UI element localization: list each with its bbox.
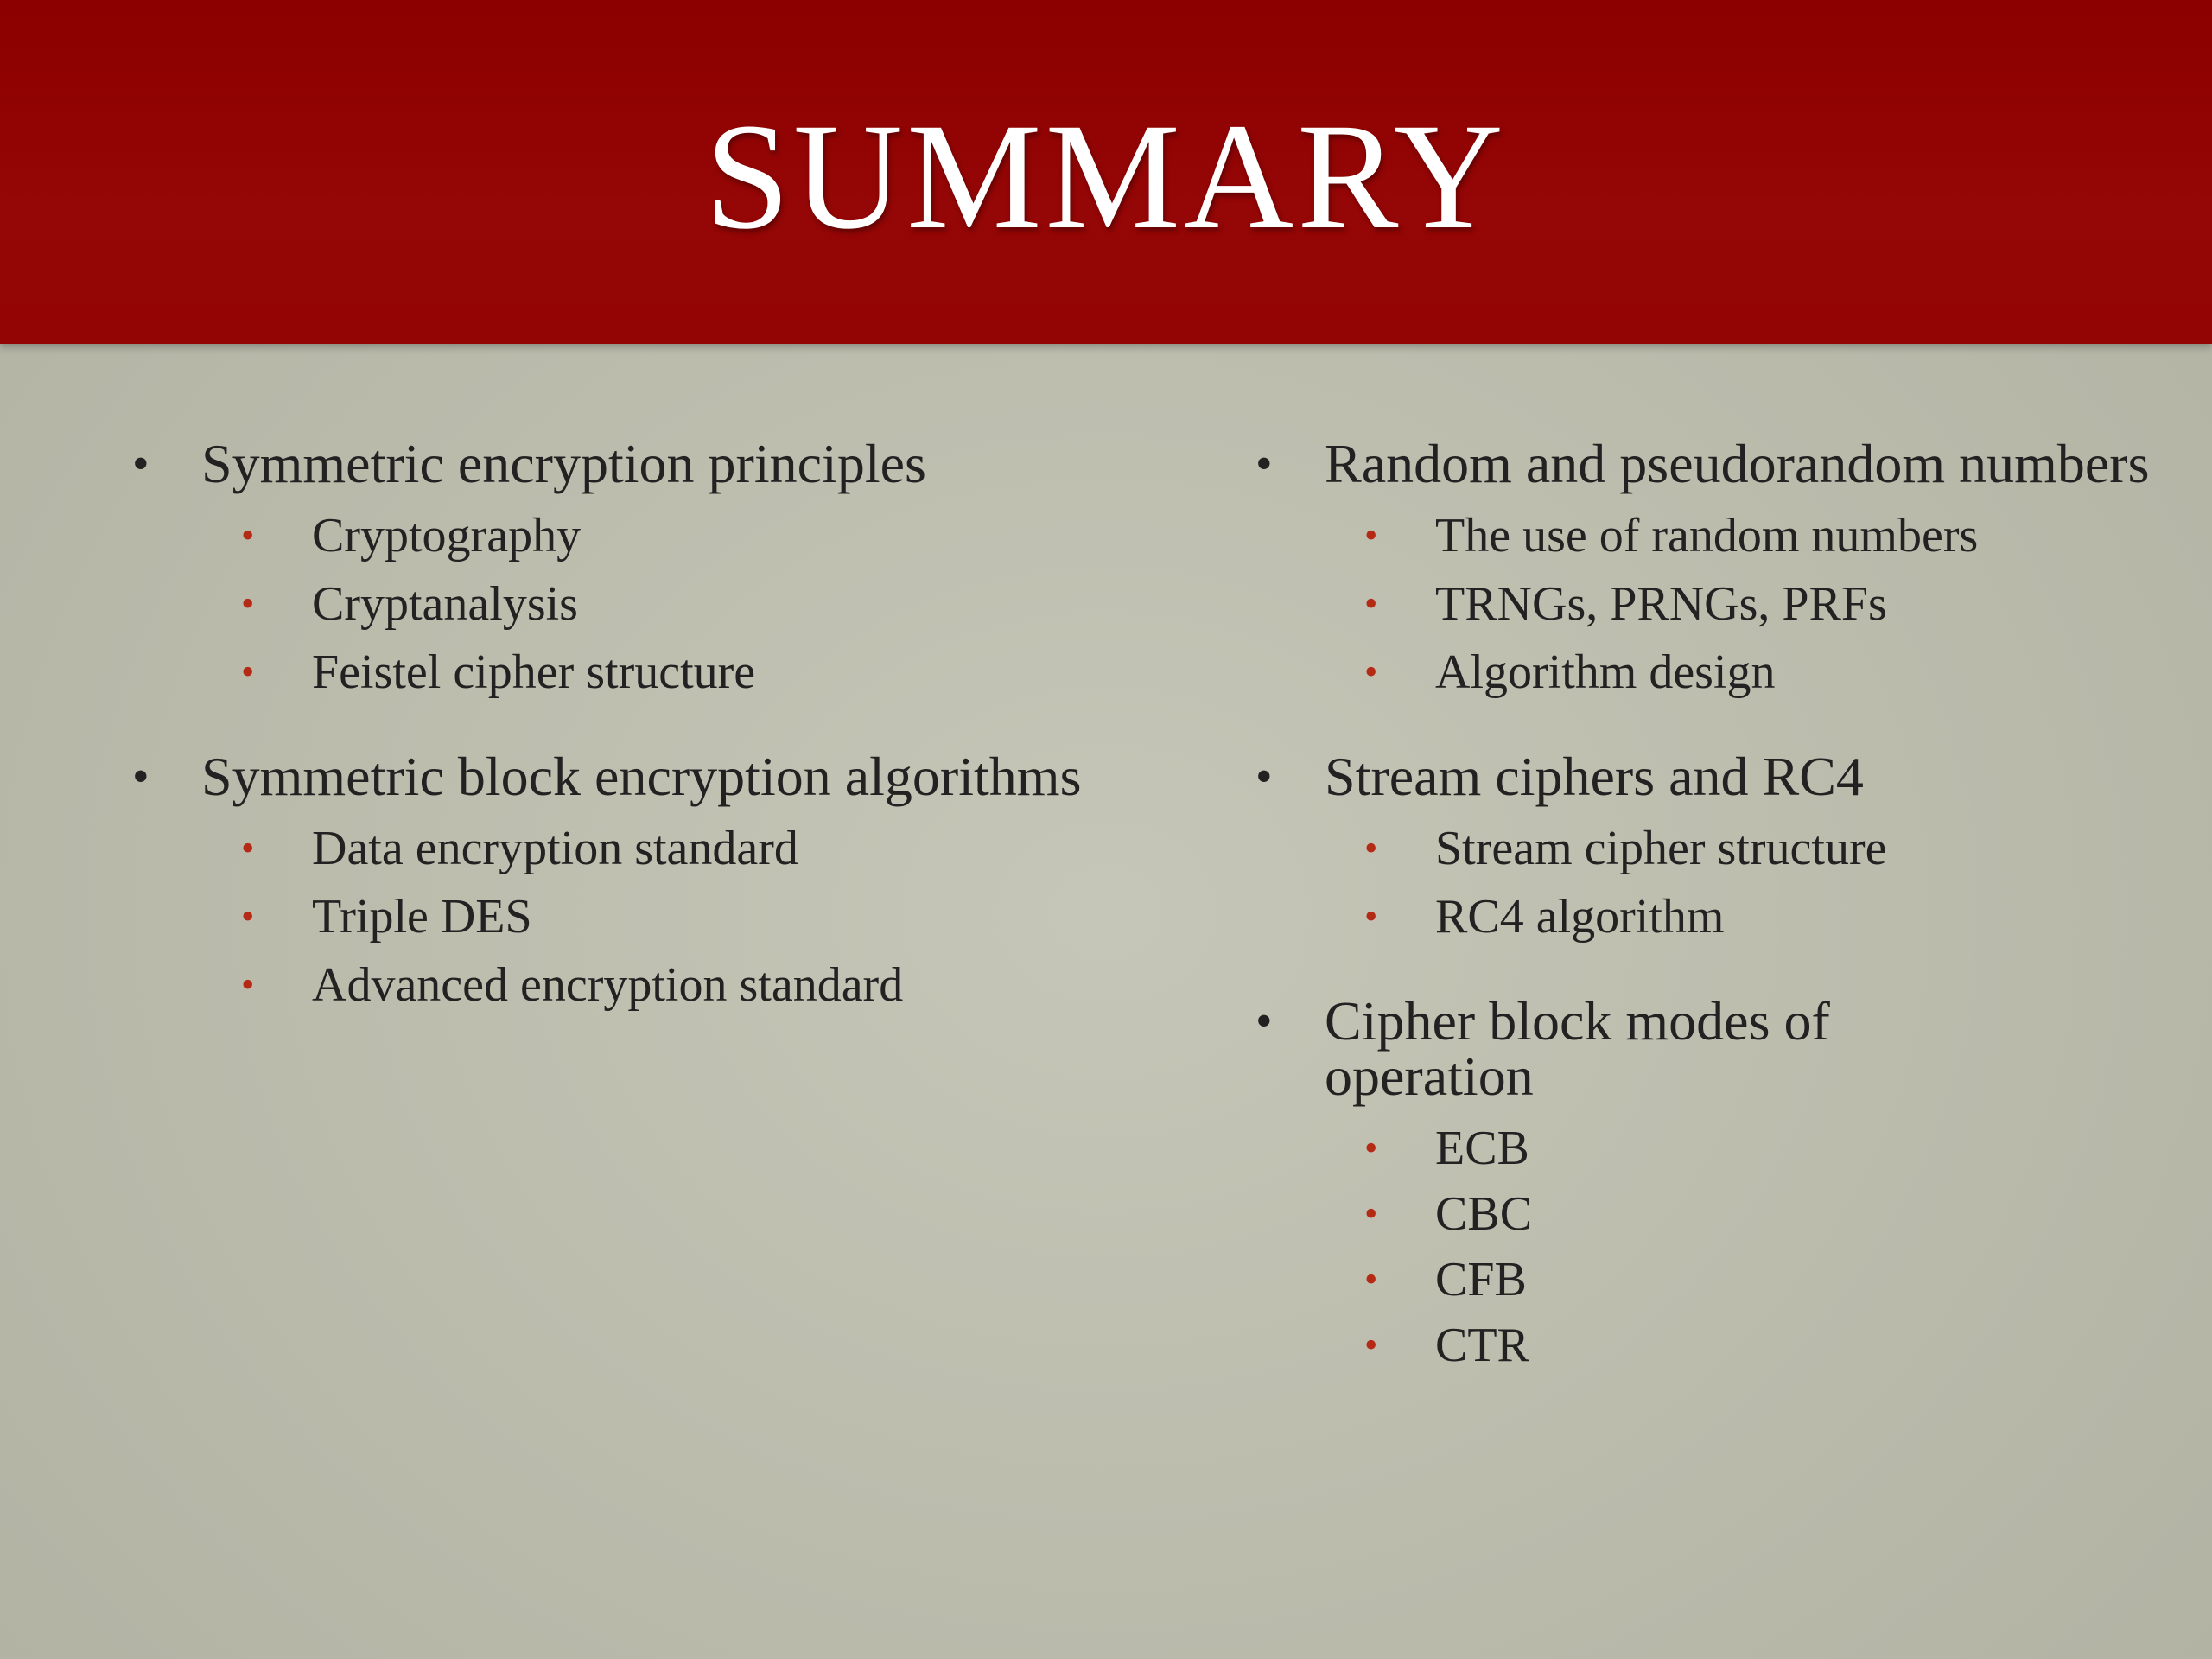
section-heading	[125, 433, 1119, 494]
sub-bullet-text: Stream cipher structure	[1435, 822, 1887, 875]
sub-bullet-text: CBC	[1435, 1187, 1533, 1241]
bullet-section	[1249, 990, 2199, 1372]
bullet-icon: •	[132, 750, 149, 804]
sub-bullet-icon: •	[241, 963, 255, 1006]
sub-bullet-icon: •	[241, 827, 255, 869]
title-banner	[0, 0, 2212, 344]
section-heading	[125, 746, 1119, 807]
sub-bullet-icon: •	[1364, 651, 1378, 693]
sub-bullet-item	[1249, 579, 2199, 629]
bullet-section	[1249, 746, 2199, 944]
sub-bullet-item	[125, 892, 1119, 942]
sub-bullet-item	[125, 647, 1119, 697]
section-heading	[1249, 990, 1981, 1107]
sub-bullet-text: Algorithm design	[1435, 645, 1776, 699]
sub-bullet-text: CTR	[1435, 1319, 1529, 1372]
sub-bullet-icon: •	[1364, 1127, 1378, 1169]
sub-bullet-item	[1249, 1320, 2199, 1370]
sub-bullet-item	[1249, 823, 2199, 874]
section-heading-text: Symmetric encryption principles	[201, 433, 926, 494]
sub-bullet-item	[1249, 1123, 2199, 1173]
sub-bullet-text: RC4 algorithm	[1435, 890, 1725, 944]
sub-bullet-item	[125, 960, 969, 1010]
sub-bullet-text: Triple DES	[312, 890, 532, 944]
sub-bullet-text: Advanced encryption standard	[312, 958, 904, 1012]
left-column	[125, 433, 1119, 1062]
section-heading-text: Symmetric block encryption algorithms	[201, 746, 1082, 807]
sub-bullet-text: The use of random numbers	[1435, 509, 1979, 563]
section-heading	[1249, 433, 2199, 494]
sub-bullet-item	[1249, 647, 2199, 697]
sub-bullet-item	[1249, 892, 2199, 942]
bullet-icon: •	[1255, 750, 1273, 804]
sub-bullet-icon: •	[1364, 895, 1378, 938]
bullet-section	[125, 746, 1119, 1012]
section-heading-text: Cipher block modes of operation	[1325, 990, 1830, 1107]
sub-bullet-item	[1249, 1255, 2199, 1305]
sub-bullet-text: Cryptography	[312, 509, 582, 563]
section-heading-text: Random and pseudorandom numbers	[1325, 433, 2150, 494]
sub-bullet-icon: •	[241, 895, 255, 938]
bullet-icon: •	[1255, 995, 1273, 1048]
bullet-section	[125, 433, 1119, 699]
sub-bullet-text: ECB	[1435, 1122, 1529, 1175]
sub-bullet-list	[125, 511, 1119, 697]
sub-bullet-text: Feistel cipher structure	[312, 645, 756, 699]
sub-bullet-icon: •	[1364, 1324, 1378, 1366]
sub-bullet-item	[1249, 511, 2199, 561]
sub-bullet-list	[1249, 1123, 2199, 1370]
sub-bullet-icon: •	[1364, 582, 1378, 625]
sub-bullet-icon: •	[1364, 827, 1378, 869]
sub-bullet-text: CFB	[1435, 1253, 1527, 1306]
bullet-icon: •	[132, 437, 149, 491]
bullet-section	[1249, 433, 2199, 699]
sub-bullet-icon: •	[1364, 1258, 1378, 1300]
sub-bullet-icon: •	[241, 651, 255, 693]
sub-bullet-icon: •	[1364, 514, 1378, 556]
sub-bullet-list	[125, 823, 1119, 1010]
sub-bullet-item	[1249, 1189, 2199, 1239]
sub-bullet-text: Data encryption standard	[312, 822, 798, 875]
right-column	[1249, 433, 2199, 1422]
sub-bullet-text: Cryptanalysis	[312, 577, 578, 631]
sub-bullet-list	[1249, 823, 2199, 942]
sub-bullet-item	[125, 823, 1119, 874]
sub-bullet-icon: •	[1364, 1192, 1378, 1235]
section-heading-text: Stream ciphers and RC4	[1325, 746, 1864, 807]
sub-bullet-list	[1249, 511, 2199, 697]
sub-bullet-icon: •	[241, 514, 255, 556]
section-heading	[1249, 746, 2199, 807]
bullet-icon: •	[1255, 437, 1273, 491]
sub-bullet-item	[125, 511, 1119, 561]
sub-bullet-text: TRNGs, PRNGs, PRFs	[1435, 577, 1887, 631]
sub-bullet-icon: •	[241, 582, 255, 625]
slide-title: SUMMARY	[705, 92, 1507, 261]
sub-bullet-item	[125, 579, 1119, 629]
